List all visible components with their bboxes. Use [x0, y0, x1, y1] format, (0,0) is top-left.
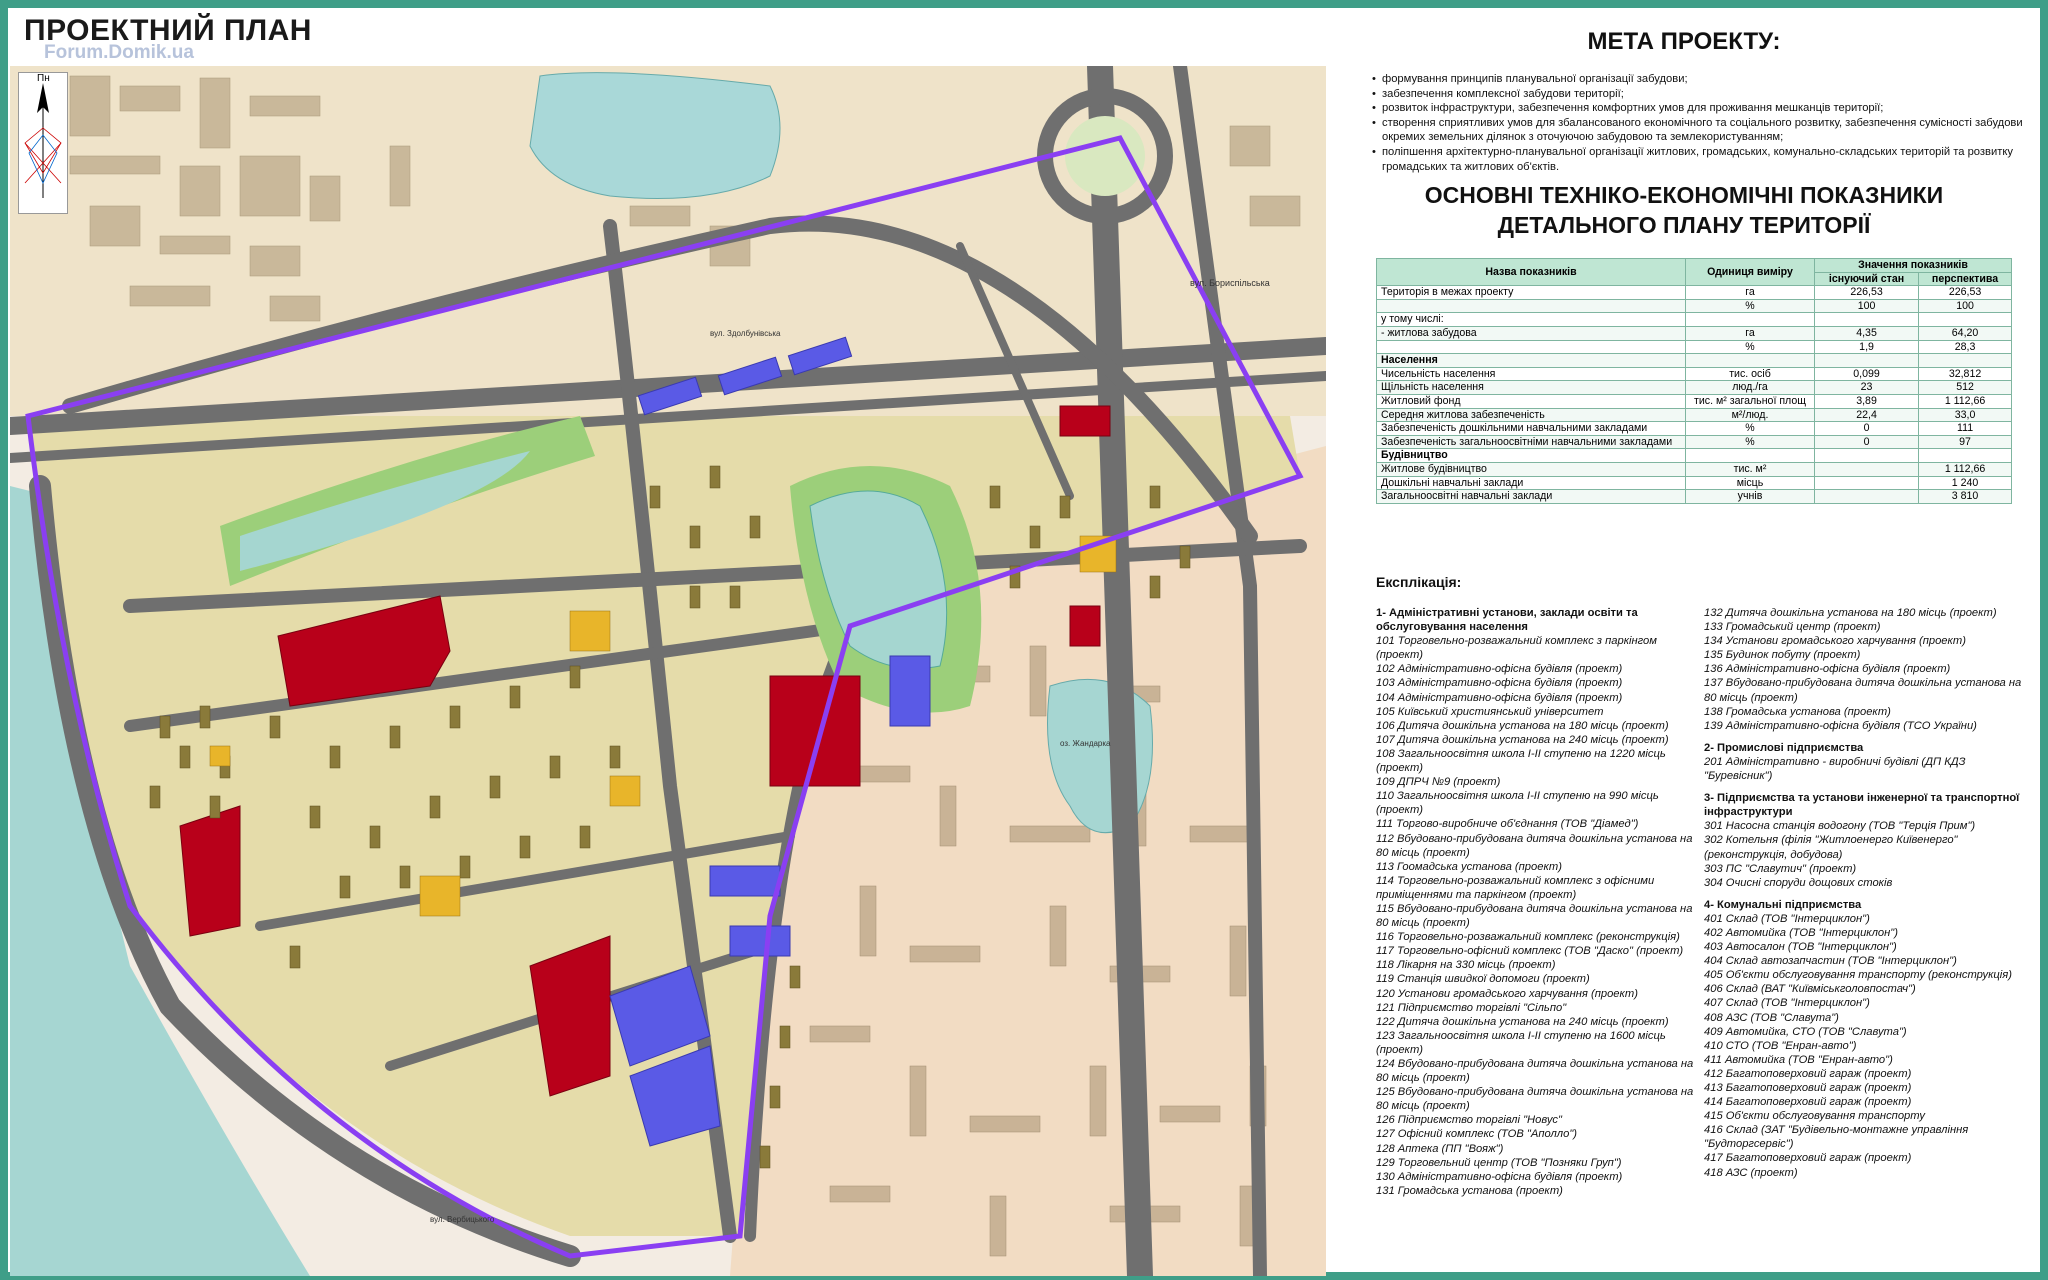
explication-item: 412 Багатоповерховий гараж (проект)	[1704, 1067, 1912, 1080]
north-arrow-icon	[18, 72, 68, 214]
indicators-title-line2: ДЕТАЛЬНОГО ПЛАНУ ТЕРИТОРІЇ	[1497, 212, 1871, 238]
explication-item: 414 Багатоповерховий гараж (проект)	[1704, 1096, 1912, 1109]
explication-item: 417 Багатоповерховий гараж (проект)	[1704, 1152, 1912, 1165]
explication-item: 303 ПС "Славутич" (проект)	[1704, 862, 1857, 875]
indicator-name: Територія в межах проекту	[1377, 286, 1686, 300]
indicator-row	[1377, 462, 2012, 476]
indicator-prospect: 100	[1919, 299, 2012, 313]
indicator-row	[1377, 340, 2012, 354]
indicator-existing	[1815, 476, 1919, 490]
col-header-unit: Одиниця виміру	[1686, 259, 1815, 286]
explication-item: 302 Котельня (філія "Житлоенерго Київенерго" (реконструкція, добудова)	[1704, 834, 1958, 861]
explication-item: 115 Вбудовано-прибудована дитяча дошкільна установа на 80 місць (проект)	[1376, 902, 1693, 930]
indicator-row	[1377, 326, 2012, 340]
indicator-unit: га	[1686, 326, 1815, 340]
explication-item: 413 Багатоповерховий гараж (проект)	[1704, 1082, 1912, 1094]
indicator-existing: 0	[1815, 435, 1919, 449]
explication-item: 403 Автосалон (ТОВ "Інтерциклон")	[1704, 941, 1897, 954]
explication-item: 138 Громадська установа (проект)	[1704, 705, 1891, 718]
indicator-existing	[1815, 354, 1919, 368]
goal-item: • розвиток інфраструктури, забезпечення комфортних умов для проживання мешканців території;	[1372, 101, 2032, 116]
indicator-existing: 0,099	[1815, 367, 1919, 381]
explication-item: 133 Громадський центр (проект)	[1704, 621, 1881, 634]
indicator-unit	[1686, 354, 1815, 368]
indicators-title	[1328, 180, 2040, 240]
explication-item: 124 Вбудовано-прибудована дитяча дошкільна установа на 80 місць (проект)	[1376, 1058, 1694, 1085]
explication-item: 135 Будинок побуту (проект)	[1704, 649, 1861, 662]
explication-item: 402 Автомийка (ТОВ "Інтерциклон")	[1704, 926, 1898, 939]
indicator-row	[1377, 354, 2012, 368]
explication-item: 408 АЗС (ТОВ "Славута")	[1704, 1011, 1839, 1024]
indicator-name	[1377, 340, 1686, 354]
indicator-existing: 3,89	[1815, 394, 1919, 408]
indicator-name: у тому числі:	[1377, 313, 1686, 327]
indicator-existing: 4,35	[1815, 326, 1919, 340]
indicator-existing: 100	[1815, 299, 1919, 313]
indicator-existing	[1815, 490, 1919, 504]
indicator-name: Чисельність населення	[1377, 367, 1686, 381]
explication-item: 105 Київський християнський університет	[1376, 705, 1604, 718]
explication-item: 113 Гоомадська установа (проект)	[1376, 860, 1562, 873]
explication-item: 301 Насосна станція водогону (ТОВ "Терція Прим")	[1704, 820, 1976, 833]
indicator-prospect: 1 240	[1919, 476, 2012, 490]
col-header-name: Назва показників	[1377, 259, 1686, 286]
indicator-row	[1377, 435, 2012, 449]
indicator-name	[1377, 299, 1686, 313]
explication-item: 128 Аптека (ПП "Вояж")	[1376, 1142, 1504, 1155]
explication-item: 101 Торговельно-розважальний комплекс з паркінгом (проект)	[1376, 635, 1657, 662]
explication-item: 104 Адміністративно-офісна будівля (проект)	[1376, 691, 1623, 704]
explication-item: 405 Об'єкти обслуговування транспорту (реконструкція)	[1704, 969, 2012, 982]
col-header-values: Значення показників	[1815, 259, 2012, 273]
site-plan-map[interactable]	[10, 66, 1326, 1276]
explication-item: 137 Вбудовано-прибудована дитяча дошкільна установа на 80 місць (проект)	[1704, 677, 2022, 704]
indicator-name: Населення	[1377, 354, 1686, 368]
indicator-existing	[1815, 462, 1919, 476]
explication-gap	[1704, 890, 2022, 898]
indicator-prospect: 1 112,66	[1919, 462, 2012, 476]
map-label-street-2: вул. Здолбунівська	[710, 329, 781, 338]
indicator-row	[1377, 422, 2012, 436]
explication-item: 107 Дитяча дошкільна установа на 240 місць (проект)	[1376, 733, 1669, 746]
explication-gap	[1704, 783, 2022, 791]
explication-title: Експлікація:	[1376, 574, 1462, 590]
col-header-prospect: перспектива	[1919, 272, 2012, 286]
indicator-prospect: 3 810	[1919, 490, 2012, 504]
indicator-existing	[1815, 449, 1919, 463]
indicator-prospect	[1919, 449, 2012, 463]
indicator-row	[1377, 367, 2012, 381]
indicator-existing: 22,4	[1815, 408, 1919, 422]
explication-item: 125 Вбудовано-прибудована дитяча дошкільна установа на 80 місць (проект)	[1376, 1086, 1694, 1113]
indicator-name: Забезпеченість загальноосвітніми навчальними закладами	[1377, 435, 1686, 449]
indicator-row	[1377, 449, 2012, 463]
explication-item: 134 Установи громадського харчування (проект)	[1704, 635, 1966, 648]
col-header-existing: існуючий стан	[1815, 272, 1919, 286]
compass-label: Пн	[37, 73, 50, 84]
indicator-existing: 226,53	[1815, 286, 1919, 300]
explication-item: 416 Склад (ЗАТ "Будівельно-монтажне управління "Будторгсервіс")	[1704, 1124, 1969, 1151]
indicators-table	[1376, 258, 2012, 504]
explication-item: 103 Адміністративно-офісна будівля (проект)	[1376, 677, 1623, 690]
watermark: Forum.Domik.ua	[44, 42, 194, 63]
indicator-name: - житлова забудова	[1377, 326, 1686, 340]
page-title: ПРОЕКТНИЙ ПЛАН	[24, 14, 312, 47]
indicator-unit: тис. м²	[1686, 462, 1815, 476]
explication-item: 111 Торгово-виробниче об'єднання (ТОВ "Діамед")	[1376, 818, 1639, 831]
explication-item: 409 Автомийка, СТО (ТОВ "Славута")	[1704, 1025, 1907, 1038]
indicator-prospect: 32,812	[1919, 367, 2012, 381]
explication-item: 415 Об'єкти обслуговування транспорту	[1704, 1110, 1925, 1123]
indicator-unit: тис. осіб	[1686, 367, 1815, 381]
lake-north	[530, 73, 780, 199]
indicator-name: Будівництво	[1377, 449, 1686, 463]
indicator-prospect: 1 112,66	[1919, 394, 2012, 408]
explication-item: 131 Громадська установа (проект)	[1376, 1184, 1563, 1197]
explication-item: 106 Дитяча дошкільна установа на 180 місць (проект)	[1376, 719, 1669, 732]
explication-item: 126 Підприємство торгівлі "Новус"	[1376, 1114, 1562, 1127]
goal-list	[1372, 72, 2032, 174]
indicator-prospect: 64,20	[1919, 326, 2012, 340]
explication-column-1	[1376, 606, 1696, 1198]
explication-item: 110 Загальноосвітня школа І-ІІ ступеню на 990 місць (проект)	[1376, 790, 1659, 817]
explication-item: 122 Дитяча дошкільна установа на 240 місць (проект)	[1376, 1015, 1669, 1028]
indicator-unit: м²/люд.	[1686, 408, 1815, 422]
indicator-existing	[1815, 313, 1919, 327]
explication-item: 116 Торговельно-розважальний комплекс (реконструкція)	[1376, 931, 1680, 944]
explication-item: 102 Адміністративно-офісна будівля (проект)	[1376, 663, 1623, 676]
map-label-lake: оз. Жандарка	[1060, 739, 1111, 748]
indicator-unit	[1686, 313, 1815, 327]
explication-gap	[1704, 733, 2022, 741]
indicator-row	[1377, 313, 2012, 327]
indicator-row	[1377, 408, 2012, 422]
indicator-unit: тис. м² загальної площ	[1686, 394, 1815, 408]
explication-group-heading: 4- Комунальні підприємства	[1704, 898, 1862, 911]
indicator-existing: 0	[1815, 422, 1919, 436]
indicator-name: Забезпеченість дошкільними навчальними закладами	[1377, 422, 1686, 436]
indicator-name: Загальноосвітні навчальні заклади	[1377, 490, 1686, 504]
goal-item: • поліпшення архітектурно-планувальної організації житлових, громадських, комунально-складських територій та розвитку громадських та житлових об'єктів.	[1372, 145, 2032, 174]
indicator-existing: 1,9	[1815, 340, 1919, 354]
indicator-prospect: 226,53	[1919, 286, 2012, 300]
explication-item: 121 Підприємство торгівлі "Сільпо"	[1376, 1001, 1567, 1014]
explication-item: 112 Вбудовано-прибудована дитяча дошкільна установа на 80 місць (проект)	[1376, 832, 1693, 859]
explication-item: 136 Адміністративно-офісна будівля (проект)	[1704, 663, 1951, 676]
explication-item: 139 Адміністративно-офісна будівля (ТСО України)	[1704, 719, 1977, 732]
goal-item: • формування принципів планувальної організації забудови;	[1372, 72, 2032, 87]
explication-column-2	[1704, 606, 2022, 1180]
indicator-row	[1377, 299, 2012, 313]
indicator-row	[1377, 394, 2012, 408]
goal-item: • створення сприятливих умов для збалансованого економічного та соціального розвитку, забезпечення сумісності забудови окремих земельних ділянок з оточуючою забудовою та землекористуванням;	[1372, 116, 2032, 145]
indicator-name: Житловий фонд	[1377, 394, 1686, 408]
explication-item: 127 Офісний комплекс (ТОВ "Аполло")	[1376, 1128, 1578, 1141]
indicator-row	[1377, 476, 2012, 490]
explication-item: 406 Склад (ВАТ "Київміськголовпостач")	[1704, 983, 1916, 996]
indicator-prospect: 97	[1919, 435, 2012, 449]
indicators-table-body	[1377, 286, 2012, 504]
map-label-street-3: вул. Вербицького	[430, 1215, 495, 1224]
explication-item: 109 ДПРЧ №9 (проект)	[1376, 776, 1501, 789]
explication-item: 404 Склад автозапчастин (ТОВ "Інтерциклон")	[1704, 955, 1957, 968]
explication-item: 118 Лікарня на 330 місць (проект)	[1376, 959, 1556, 972]
indicators-title-line1: ОСНОВНІ ТЕХНІКО-ЕКОНОМІЧНІ ПОКАЗНИКИ	[1424, 182, 1944, 208]
goal-item: • забезпечення комплексної забудови території;	[1372, 87, 2032, 102]
explication-item: 130 Адміністративно-офісна будівля (проект)	[1376, 1170, 1623, 1183]
indicator-unit	[1686, 449, 1815, 463]
explication-item: 411 Автомийка (ТОВ "Енран-авто")	[1704, 1053, 1893, 1066]
indicator-unit: місць	[1686, 476, 1815, 490]
goal-title: МЕТА ПРОЕКТУ:	[1587, 28, 1781, 55]
explication-item: 410 СТО (ТОВ "Енран-авто")	[1704, 1039, 1857, 1052]
indicator-name: Дошкільні навчальні заклади	[1377, 476, 1686, 490]
explication-item: 129 Торговельний центр (ТОВ "Позняки Груп")	[1376, 1156, 1622, 1169]
explication-group-heading: 3- Підприємства та установи інженерної та транспортної інфраструктури	[1704, 792, 2020, 819]
explication-item: 401 Склад (ТОВ "Інтерциклон")	[1704, 912, 1870, 925]
map-label-street-1: вул. Бориспільська	[1190, 278, 1270, 288]
explication-item: 201 Адміністративно - виробничі будівлі (ДП КДЗ "Буревісник")	[1704, 755, 1966, 783]
indicator-unit: га	[1686, 286, 1815, 300]
explication-item: 418 АЗС (проект)	[1704, 1166, 1798, 1179]
indicator-prospect: 33,0	[1919, 408, 2012, 422]
explication-item: 117 Торговельно-офісний комплекс (ТОВ "Даско" (проект)	[1376, 945, 1684, 958]
indicator-prospect: 512	[1919, 381, 2012, 395]
indicator-row	[1377, 381, 2012, 395]
indicator-unit: %	[1686, 340, 1815, 354]
roundabout-green	[1065, 116, 1145, 196]
explication-group-heading: 1- Адміністративні установи, заклади освіти та обслуговування населення	[1376, 607, 1638, 634]
explication-item: 119 Станція швидкої допомоги (проект)	[1376, 973, 1590, 986]
explication-item: 304 Очисні споруди дощових стоків	[1704, 876, 1893, 889]
explication-item: 120 Установи громадського харчування (проект)	[1376, 987, 1638, 1000]
info-panel	[1328, 8, 2040, 1272]
explication-item: 108 Загальноосвітня школа І-ІІ ступеню на 1220 місць (проект)	[1376, 747, 1666, 775]
indicator-unit: %	[1686, 422, 1815, 436]
indicator-name: Щільність населення	[1377, 381, 1686, 395]
explication-item: 132 Дитяча дошкільна установа на 180 місць (проект)	[1704, 607, 1997, 619]
indicator-unit: %	[1686, 299, 1815, 313]
explication-item: 114 Торговельно-розважальний комплекс з офісними приміщеннями та паркінгом (проект)	[1376, 874, 1655, 901]
indicator-prospect	[1919, 354, 2012, 368]
indicator-unit: %	[1686, 435, 1815, 449]
plan-sheet	[8, 8, 2040, 1272]
indicator-unit: люд./га	[1686, 381, 1815, 395]
indicator-prospect: 111	[1919, 422, 2012, 436]
explication-item: 407 Склад (ТОВ "Інтерциклон")	[1704, 997, 1870, 1010]
indicator-row	[1377, 490, 2012, 504]
indicator-unit: учнів	[1686, 490, 1815, 504]
explication-item: 123 Загальноосвітня школа І-ІІ ступеню на 1600 місць (проект)	[1376, 1029, 1666, 1056]
indicator-name: Середня житлова забезпеченість	[1377, 408, 1686, 422]
indicator-row	[1377, 286, 2012, 300]
indicator-prospect	[1919, 313, 2012, 327]
indicator-existing: 23	[1815, 381, 1919, 395]
indicator-name: Житлове будівництво	[1377, 462, 1686, 476]
indicator-prospect: 28,3	[1919, 340, 2012, 354]
explication-group-heading: 2- Промислові підприємства	[1704, 741, 1864, 754]
